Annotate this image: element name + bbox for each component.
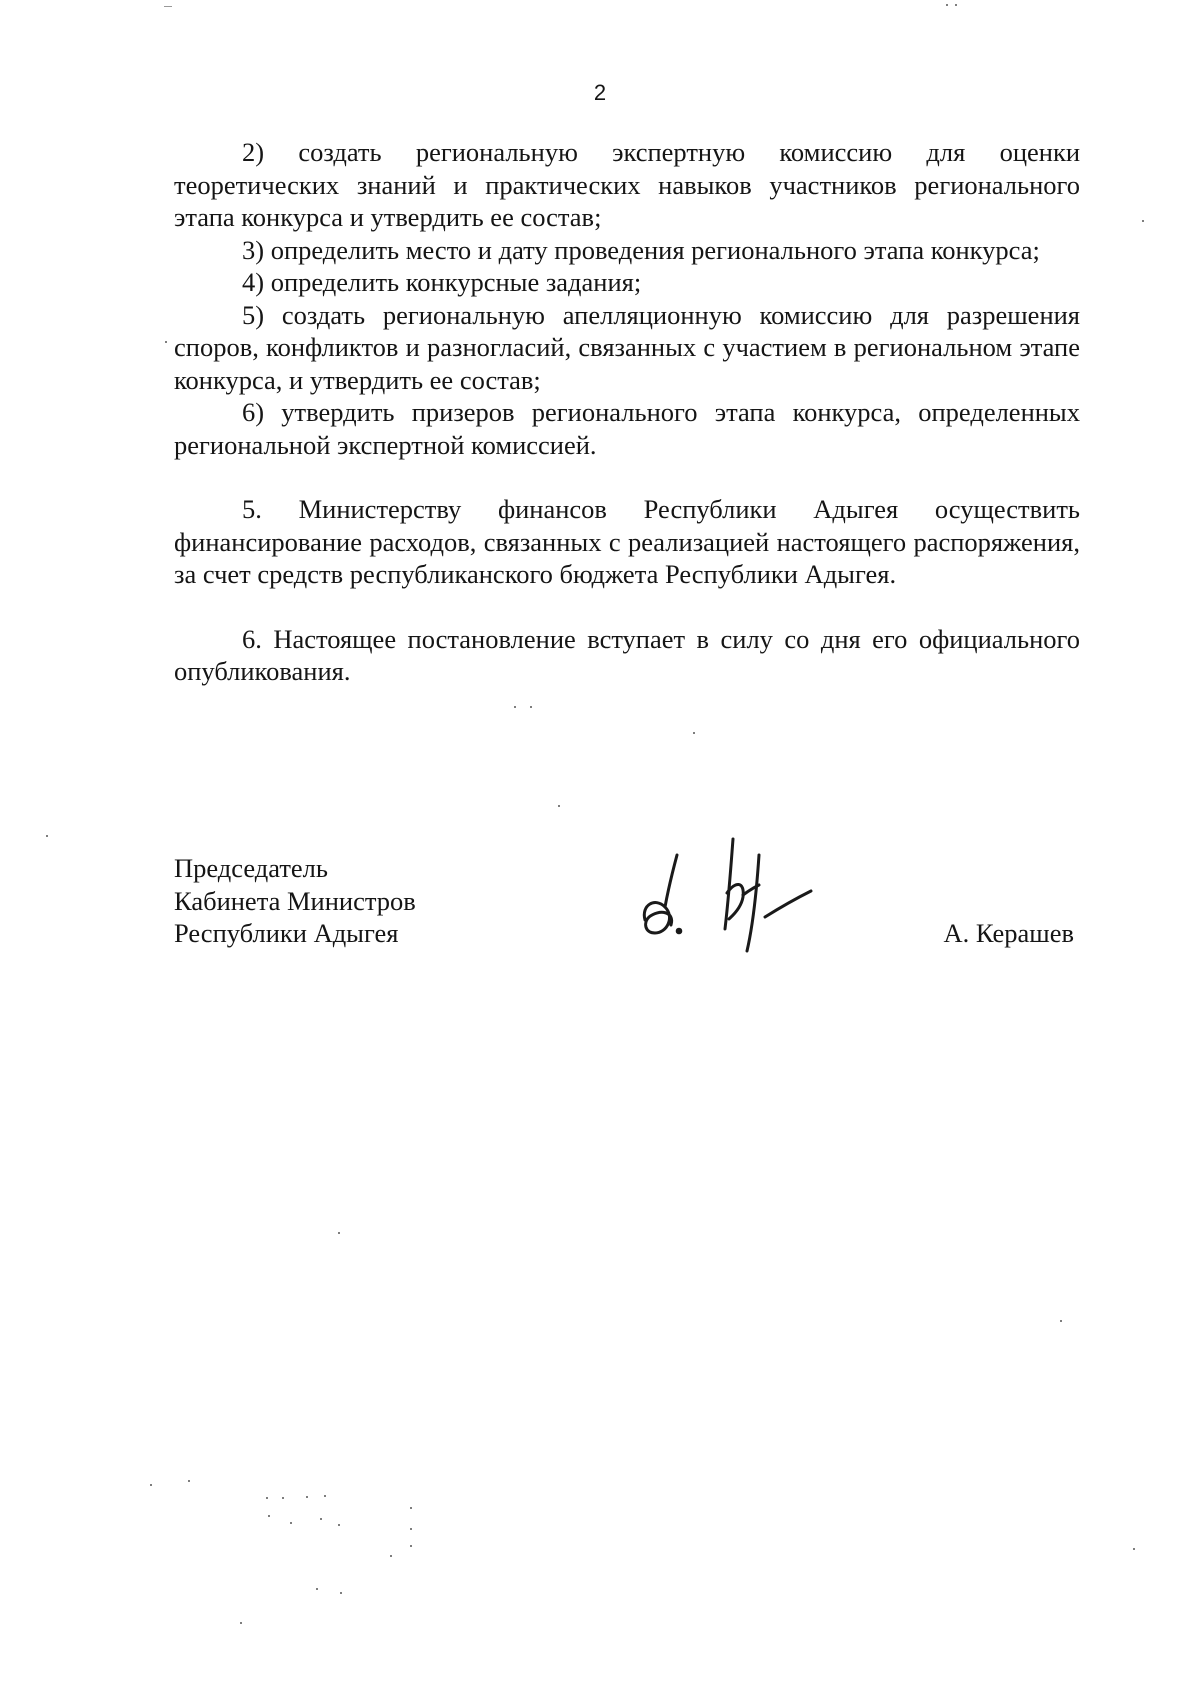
signatory-title: [174, 852, 416, 950]
signatory-name: А. Керашев: [943, 918, 1074, 948]
scan-speck: [290, 1522, 292, 1524]
scan-speck: [188, 1480, 190, 1482]
scan-speck: [390, 1555, 392, 1557]
scan-speck: [282, 1497, 284, 1499]
scan-speck: [1060, 1320, 1062, 1322]
signatory-title-line: Республики Адыгея: [174, 918, 399, 948]
scan-speck: [558, 805, 560, 807]
scan-speck: [46, 835, 48, 837]
scan-speck: [514, 706, 516, 708]
paragraph-clause-6: 6. Настоящее постановление вступает в силу со дня его официального опубликования.: [174, 623, 1080, 686]
scan-speck: [316, 1588, 318, 1590]
scan-speck: [410, 1545, 412, 1547]
scan-speck: [955, 4, 957, 6]
page-number: 2: [593, 80, 607, 105]
scan-speck: [320, 1518, 322, 1520]
paragraph-item-3: 3) определить место и дату проведения регионального этапа конкурса;: [242, 234, 1040, 265]
scan-speck: [150, 1484, 152, 1486]
scan-speck: [410, 1507, 412, 1509]
paragraph-item-5: 5) создать региональную апелляционную комиссию для разрешения споров, конфликтов и разногласий, связанных с участием в региональном этапе конкурса, и утвердить ее состав;: [174, 299, 1080, 395]
signatory-title-line: Кабинета Министров: [174, 885, 416, 916]
paragraph-item-4: 4) определить конкурсные задания;: [242, 267, 642, 297]
paragraph-item-6: 6) утвердить призеров регионального этапа конкурса, определенных региональной экспертной комиссией.: [174, 397, 1080, 460]
scan-speck: [338, 1524, 340, 1526]
scan-speck: [410, 1528, 412, 1530]
paragraph-clause-5: 5. Министерству финансов Республики Адыгея осуществить финансирование расходов, связанных с реализацией настоящего распоряжения, за счет средств республиканского бюджета Республики Адыгея.: [174, 494, 1080, 589]
scan-speck: [946, 4, 948, 6]
scan-speck: [693, 732, 695, 734]
signatory-title-line: Председатель: [174, 853, 328, 883]
scan-speck: [240, 1622, 242, 1624]
scan-speck: [530, 706, 532, 708]
scan-speck: [340, 1592, 342, 1594]
scan-speck: [1133, 1548, 1135, 1550]
document-body: [174, 136, 1080, 688]
scan-speck: [165, 341, 167, 343]
scan-artifact-line: [164, 6, 172, 7]
scan-speck: [268, 1515, 270, 1517]
scan-speck: [1142, 220, 1144, 222]
scan-speck: [306, 1496, 308, 1498]
scan-speck: [266, 1497, 268, 1499]
scan-speck: [338, 1232, 340, 1234]
handwritten-signature: [635, 825, 835, 965]
scan-speck: [324, 1495, 326, 1497]
paragraph-item-2: 2) создать региональную экспертную комиссию для оценки теоретических знаний и практических навыков участников регионального этапа конкурса и утвердить ее состав;: [174, 137, 1080, 232]
